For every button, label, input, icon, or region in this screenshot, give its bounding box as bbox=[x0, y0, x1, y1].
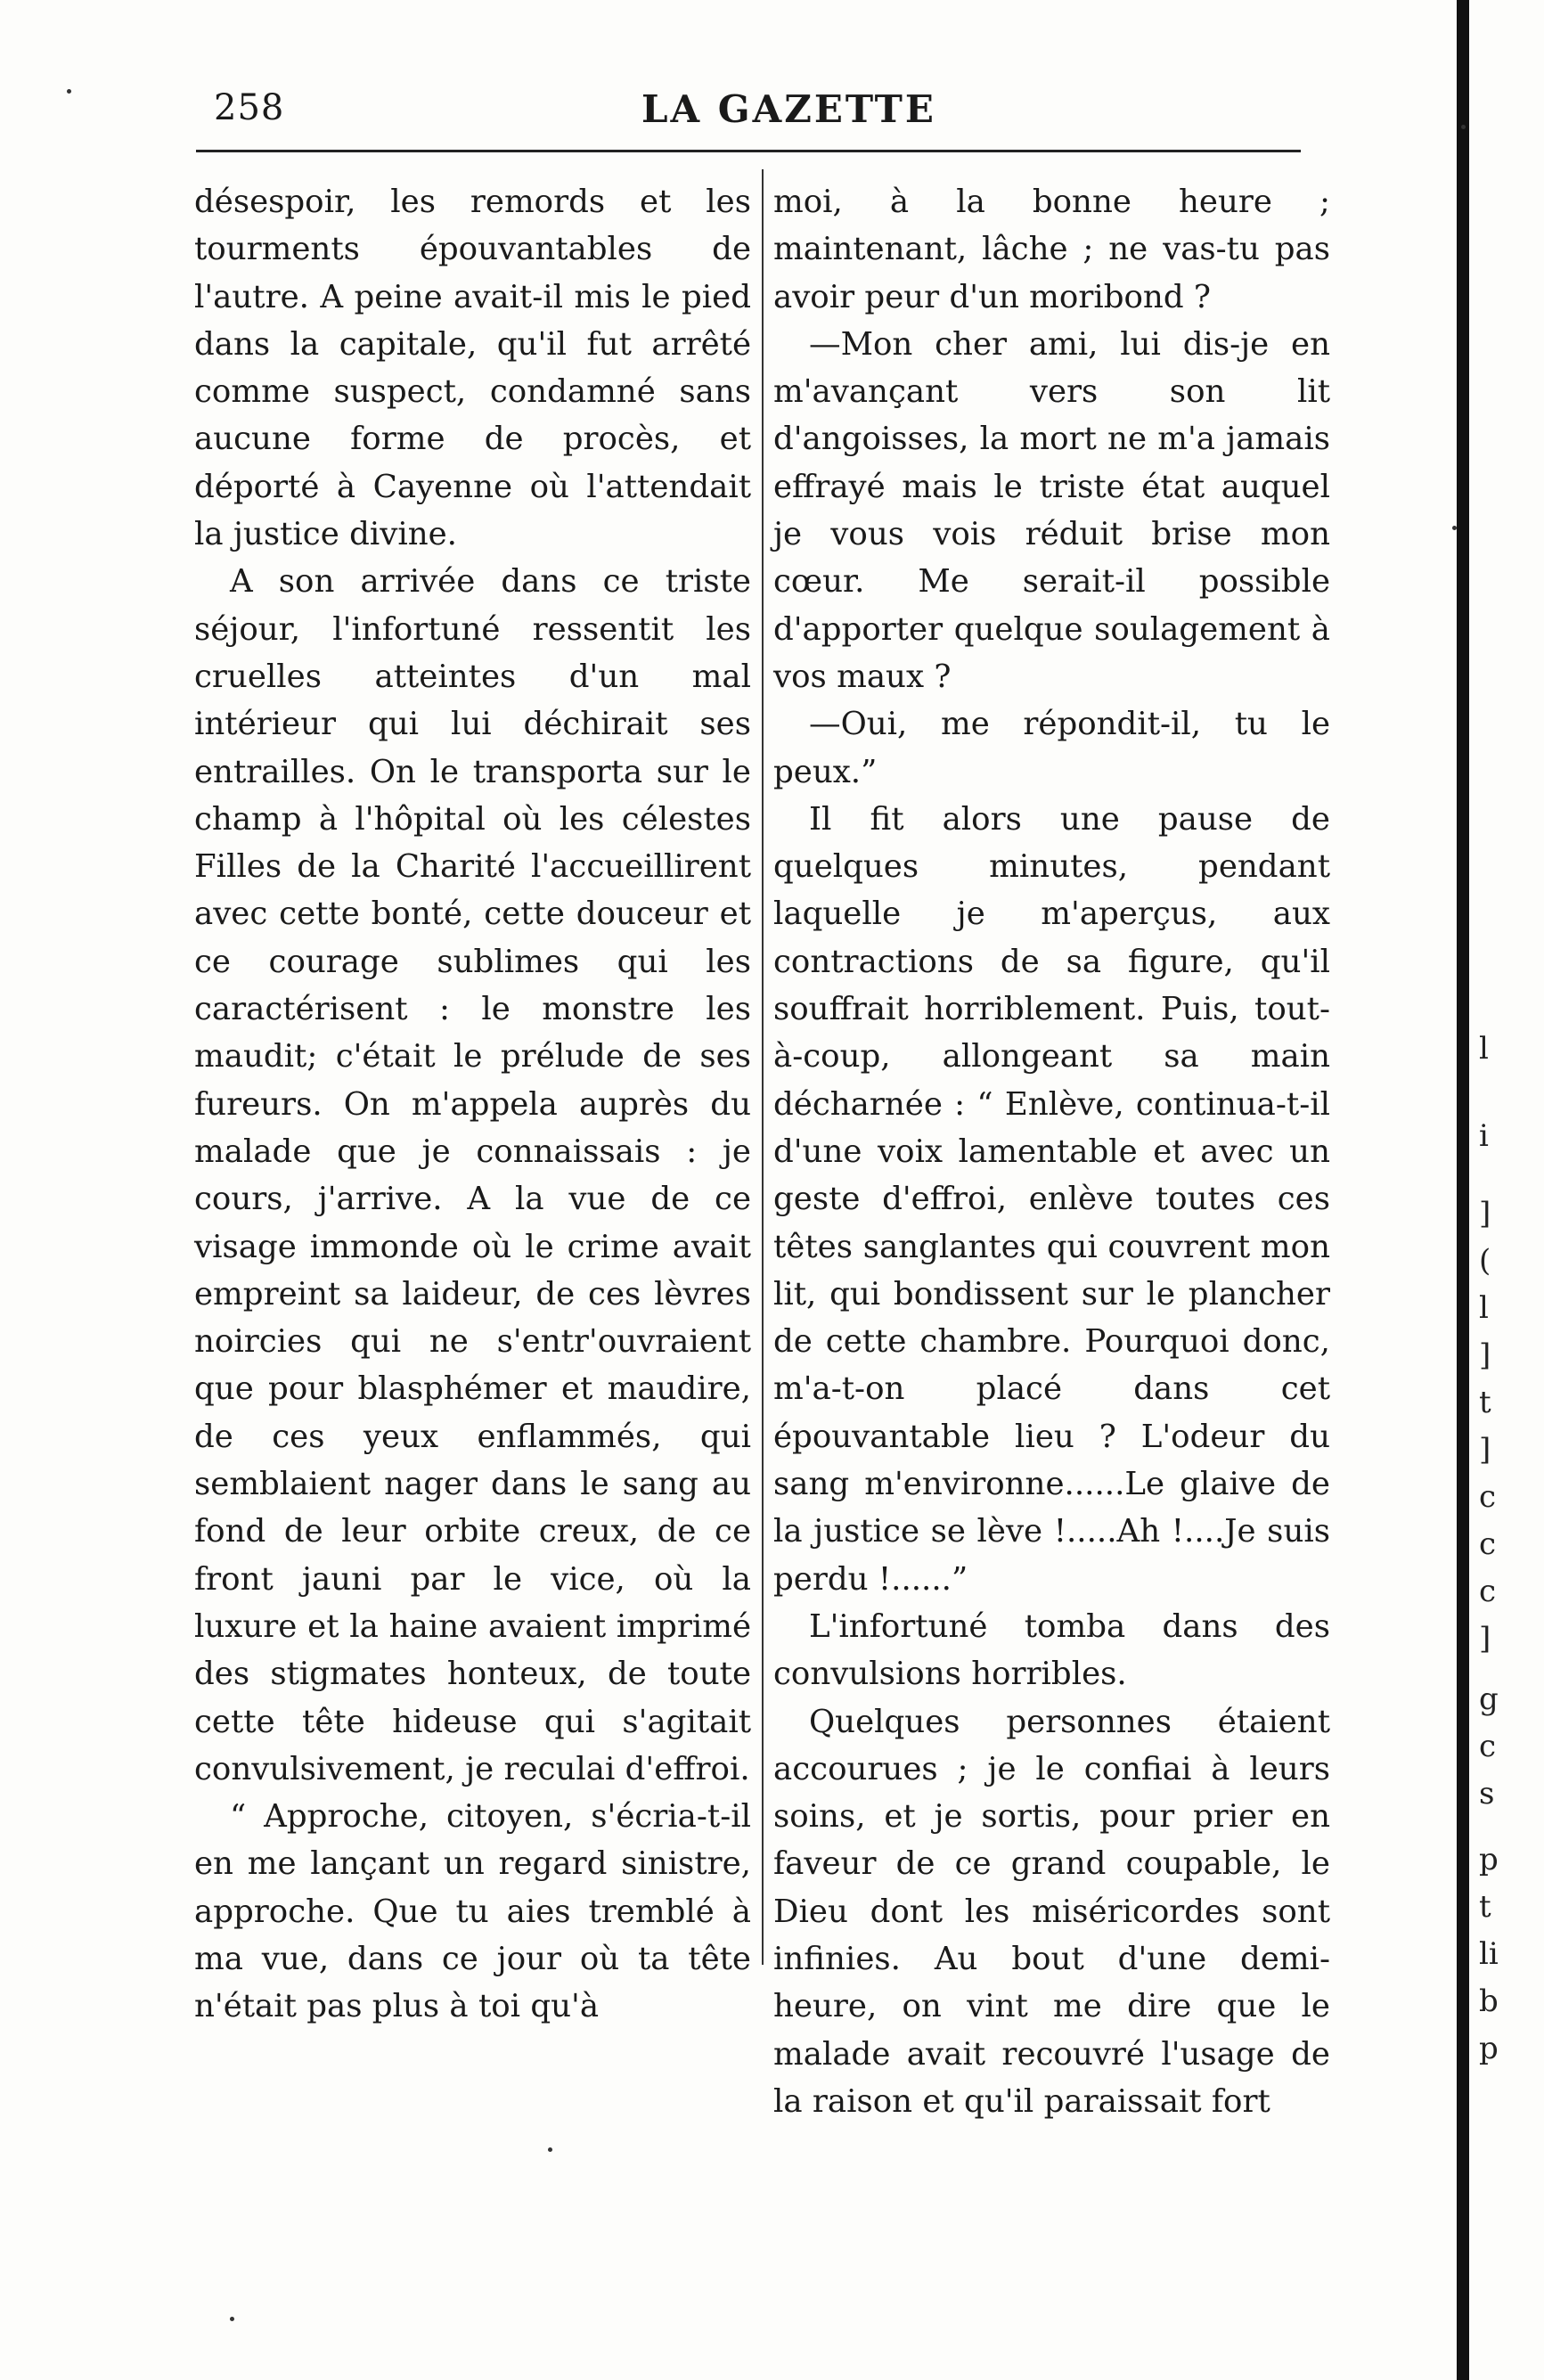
scan-speck bbox=[67, 89, 71, 94]
paragraph: Il fit alors une pause de quelques minutes, pendant laquelle je m'aperçus, aux contractions de sa figure, qu'il souffrait horriblement. Puis, tout-à-coup, allongeant sa main décharnée : “ Enlève, continua-t-il d'une voix lamentable et avec un geste d'effroi, enlève toutes ces têtes sanglantes qui couvrent mon lit, qui bondissent sur le plancher de cette chambre. Pourquoi donc, m'a-t-on placé dans cet épouvantable lieu ? L'odeur du sang m'environne......Le glaive de la justice se lève !.....Ah !....Je suis perdu !......” bbox=[773, 800, 1330, 1598]
page-number: 258 bbox=[214, 87, 285, 128]
bleed-through-glyph: l bbox=[1479, 1290, 1489, 1326]
paragraph: L'infortuné tomba dans des convulsions horribles. bbox=[773, 1607, 1330, 1693]
bleed-through-glyph: l bbox=[1479, 1031, 1489, 1067]
bleed-through-glyph: t bbox=[1479, 1889, 1491, 1925]
column-divider bbox=[762, 169, 764, 1965]
bleed-through-glyph: ] bbox=[1479, 1196, 1491, 1231]
right-column bbox=[773, 178, 1330, 2125]
bleed-through-glyph: ] bbox=[1479, 1432, 1491, 1468]
paragraph: Quelques personnes étaient accourues ; je le confiai à leurs soins, et je sortis, pour prier en faveur de ce grand coupable, le Dieu dont les miséricordes sont infinies. Au bout d'une demi-heure, on vint me dire que le malade avait recouvré l'usage de la raison et qu'il paraissait fort bbox=[773, 1703, 1330, 2120]
paragraph: “ Approche, citoyen, s'écria-t-il en me lançant un regard sinistre, approche. Que tu aies tremblé à ma vue, dans ce jour où ta tête n'était pas plus à toi qu'à bbox=[194, 1798, 751, 2025]
bleed-through-glyph: c bbox=[1479, 1526, 1497, 1562]
bleed-through-glyph: li bbox=[1479, 1936, 1499, 1972]
bleed-through-glyph: t bbox=[1479, 1385, 1491, 1420]
running-title: LA GAZETTE bbox=[641, 87, 936, 131]
scan-speck bbox=[230, 2317, 234, 2321]
paragraph: A son arrivée dans ce triste séjour, l'infortuné ressentit les cruelles atteintes d'un mal intérieur qui lui déchirait ses entrailles. On le transporta sur le champ à l'hôpital où les célestes Filles de la Charité l'accueillirent avec cette bonté, cette douceur et ce courage sublimes qui les caractérisent : le monstre les maudit; c'était le prélude de ses fureurs. On m'appela auprès du malade que je connaissais : je cours, j'arrive. A la vue de ce visage immonde où le crime avait empreint sa laideur, de ces lèvres noircies qui ne s'entr'ouvraient que pour blasphémer et maudire, de ces yeux enflammés, qui semblaient nager dans le sang au fond de leur orbite creux, de ce front jauni par le vice, où la luxure et la haine avaient imprimé des stigmates honteux, de toute cette tête hideuse qui s'agitait convulsivement, je reculai d'effroi. bbox=[194, 563, 751, 1787]
bleed-through-glyph: c bbox=[1479, 1479, 1497, 1515]
bleed-through-glyph: p bbox=[1479, 1842, 1499, 1877]
bleed-through-glyph: b bbox=[1479, 1983, 1499, 2019]
bleed-through-glyph: s bbox=[1479, 1776, 1495, 1812]
bleed-through-glyph: ( bbox=[1479, 1243, 1491, 1279]
scan-speck bbox=[548, 2147, 552, 2152]
scan-speck bbox=[1461, 125, 1466, 129]
paragraph: désespoir, les remords et les tourments épouvantables de l'autre. A peine avait-il mis le pied dans la capitale, qu'il fut arrêté comme suspect, condamné sans aucune forme de procès, et déporté à Cayenne où l'attendait la justice divine. bbox=[194, 184, 751, 553]
page-header bbox=[214, 87, 1310, 141]
paragraph: moi, à la bonne heure ; maintenant, lâche ; ne vas-tu pas avoir peur d'un moribond ? bbox=[773, 184, 1330, 315]
paragraph: —Mon cher ami, lui dis-je en m'avançant vers son lit d'angoisses, la mort ne m'a jamais effrayé mais le triste état auquel je vous vois réduit brise mon cœur. Me serait-il possible d'apporter quelque soulagement à vos maux ? bbox=[773, 325, 1330, 695]
left-column bbox=[194, 178, 751, 2031]
bleed-through-glyph: c bbox=[1479, 1574, 1497, 1609]
page-edge-shadow bbox=[1457, 0, 1469, 2380]
scan-speck bbox=[1452, 526, 1457, 530]
header-rule bbox=[196, 150, 1301, 152]
bleed-through-glyph: i bbox=[1479, 1118, 1489, 1154]
bleed-through-glyph: ] bbox=[1479, 1621, 1491, 1656]
paragraph: —Oui, me répondit-il, tu le peux.” bbox=[773, 706, 1330, 790]
bleed-through-glyph: ] bbox=[1479, 1337, 1491, 1373]
bleed-through-glyph: p bbox=[1479, 2031, 1499, 2066]
bleed-through-glyph: g bbox=[1479, 1681, 1499, 1717]
bleed-through-glyph: c bbox=[1479, 1729, 1497, 1764]
